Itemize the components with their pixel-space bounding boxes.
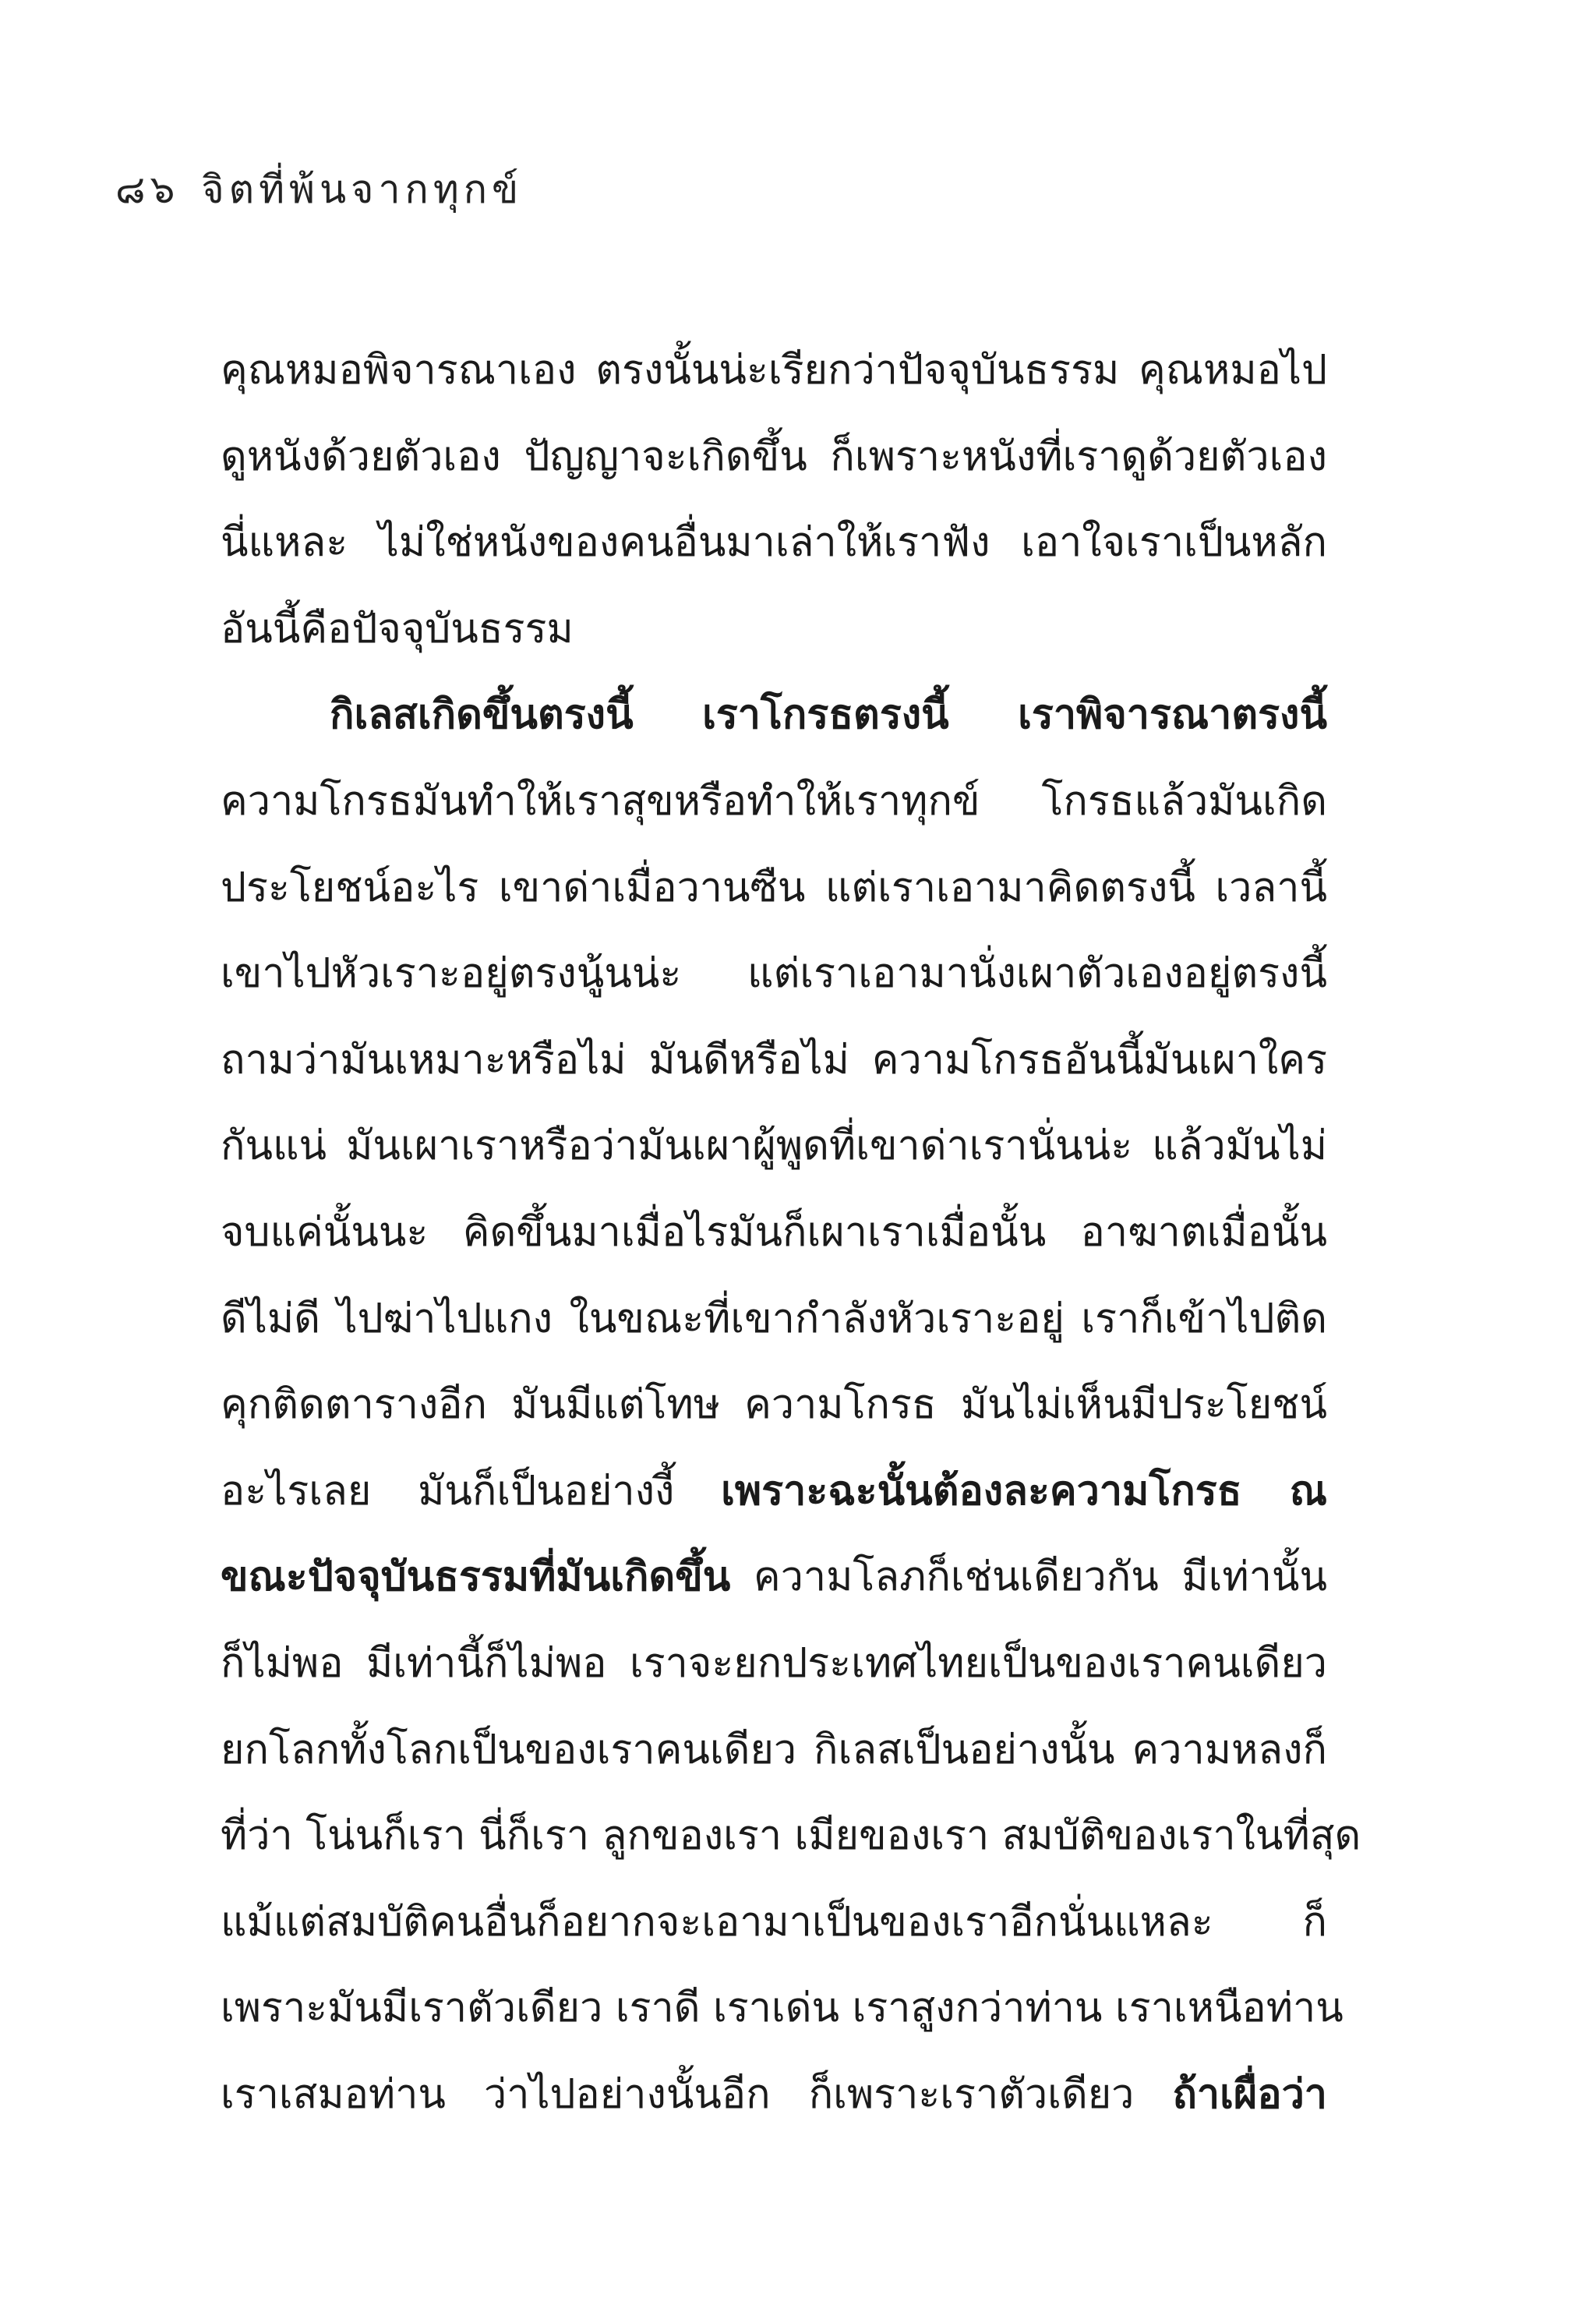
bold-span: ถ้าเผื่อว่า — [1172, 2070, 1327, 2118]
line-text: ประโยชน์อะไร เขาด่าเมื่อวานซืน แต่เราเอามาคิดตรงนี้ เวลานี้ — [221, 864, 1327, 911]
text-line — [221, 1276, 1327, 1363]
text-line — [221, 1190, 1327, 1276]
line-text: ถามว่ามันเหมาะหรือไม่ มันดีหรือไม่ ความโกรธอันนี้มันเผาใคร — [221, 1036, 1327, 1084]
bold-span: เพราะฉะนั้นต้องละความโกรธ ณ — [721, 1467, 1327, 1515]
text-line — [221, 1017, 1327, 1104]
bold-line-text: กิเลสเกิดขึ้นตรงนี้ เราโกรธตรงนี้ เราพิจารณาตรงนี้ — [330, 691, 1327, 739]
text-line — [221, 1793, 1361, 1879]
page-number: ๘๖ — [115, 167, 180, 212]
text-line — [221, 1965, 1344, 2052]
line-text: คุณหมอพิจารณาเอง ตรงนั้นน่ะเรียกว่าปัจจุบันธรรม คุณหมอไป — [221, 347, 1327, 394]
line-text: อะไรเลย มันก็เป็นอย่างงี้ — [221, 1467, 722, 1515]
line-text: เราเสมอท่าน ว่าไปอย่างนั้นอีก ก็เพราะเราตัวเดียว — [221, 2070, 1173, 2118]
line-text: แม้แต่สมบัติคนอื่นก็อยากจะเอามาเป็นของเราอีกนั่นแหละ ก็ — [221, 1898, 1327, 1946]
line-text: เขาไปหัวเราะอยู่ตรงนู้นน่ะ แต่เราเอามานั่งเผาตัวเองอยู่ตรงนี้ — [221, 950, 1327, 998]
text-line — [221, 1879, 1327, 1966]
text-line — [221, 758, 1327, 845]
line-text: เพราะมันมีเราตัวเดียว เราดี เราเด่น เราสูงกว่าท่าน เราเหนือท่าน — [221, 1985, 1344, 2032]
line-text: ก็ไม่พอ มีเท่านี้ก็ไม่พอ เราจะยกประเทศไทยเป็นของเราคนเดียว — [221, 1639, 1327, 1687]
text-line — [221, 2052, 1327, 2138]
line-text: ความโกรธมันทำให้เราสุขหรือทำให้เราทุกข์ โกรธแล้วมันเกิด — [221, 777, 1327, 825]
line-text: ดีไม่ดี ไปฆ่าไปแกง ในขณะที่เขากำลังหัวเราะอยู่ เราก็เข้าไปติด — [221, 1295, 1327, 1342]
line-text: นี่แหละ ไม่ใช่หนังของคนอื่นมาเล่าให้เราฟัง เอาใจเราเป็นหลัก — [221, 519, 1327, 567]
line-text: ยกโลกทั้งโลกเป็นของเราคนเดียว กิเลสเป็นอย่างนั้น ความหลงก็ — [221, 1726, 1327, 1773]
book-title: จิตที่พ้นจากทุกข์ — [201, 167, 524, 212]
text-line — [221, 1103, 1327, 1190]
text-line — [221, 586, 1327, 673]
line-text: กันแน่ มันเผาเราหรือว่ามันเผาผู้พูดที่เขาด่าเรานั่นน่ะ แล้วมันไม่ — [221, 1122, 1327, 1170]
text-line — [221, 1707, 1327, 1794]
text-line — [221, 931, 1327, 1017]
text-line — [221, 672, 1327, 758]
line-text: จบแค่นั้นนะ คิดขึ้นมาเมื่อไรมันก็เผาเราเมื่อนั้น อาฆาตเมื่อนั้น — [221, 1208, 1327, 1256]
text-line — [221, 1448, 1327, 1535]
text-line — [221, 500, 1327, 586]
text-line — [221, 1362, 1327, 1448]
line-text: คุกติดตารางอีก มันมีแต่โทษ ความโกรธ มันไม่เห็นมีประโยชน์ — [221, 1381, 1327, 1429]
text-line — [221, 845, 1327, 932]
text-line — [221, 1534, 1327, 1621]
line-text: ดูหนังด้วยตัวเอง ปัญญาจะเกิดขึ้น ก็เพราะหนังที่เราดูด้วยตัวเอง — [221, 433, 1327, 480]
body-text — [221, 327, 1361, 2137]
line-text: ที่ว่า โน่นก็เรา นี่ก็เรา ลูกของเรา เมียของเรา สมบัติของเราในที่สุด — [221, 1812, 1361, 1860]
running-header — [115, 159, 523, 221]
text-line — [221, 414, 1327, 500]
text-line — [221, 327, 1327, 414]
text-line — [221, 1621, 1327, 1707]
bold-span: ขณะปัจจุบันธรรมที่มันเกิดขึ้น — [221, 1554, 731, 1601]
line-text: ความโลภก็เช่นเดียวกัน มีเท่านั้น — [730, 1554, 1327, 1601]
line-text: อันนี้คือปัจจุบันธรรม — [221, 605, 574, 652]
